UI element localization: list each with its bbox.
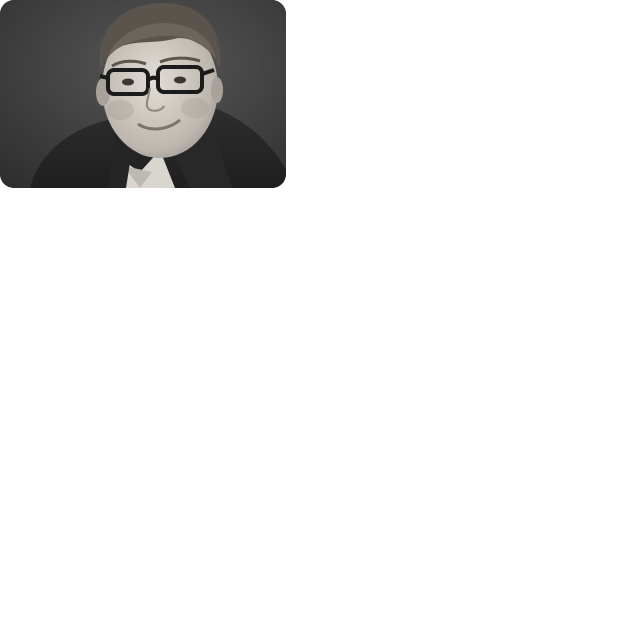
portrait-photo [0,0,286,188]
portrait-illustration [0,0,286,188]
